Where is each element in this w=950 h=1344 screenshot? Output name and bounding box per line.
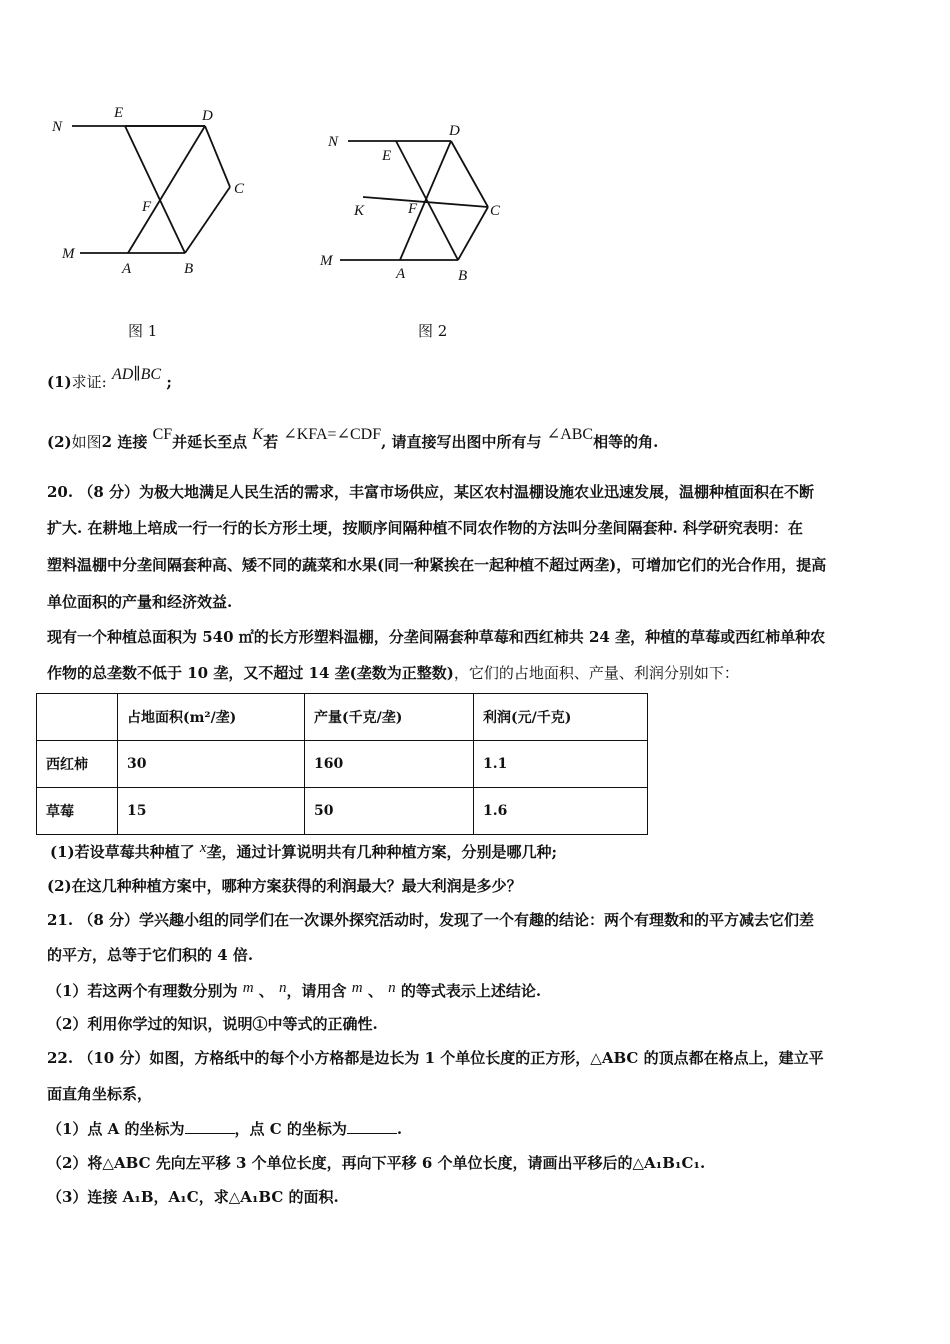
table-cell: 160 (305, 741, 474, 788)
q20-sub-1-a: (1)若设草莓共种植了 (50, 843, 195, 861)
q21-line-1: 21. （8 分）学兴趣小组的同学们在一次课外探究活动时，发现了一个有趣的结论：两个有理数和的平方减去它们差 (47, 911, 814, 929)
q20-line-6 (47, 663, 739, 683)
label-k: K (354, 203, 365, 219)
q20-line-6-bold: 作物的总垄数不低于 10 垄，又不超过 14 垄(垄数为正整数) (47, 664, 454, 682)
label-c: C (234, 181, 245, 197)
label-b: B (184, 261, 194, 277)
label-f: F (142, 199, 152, 215)
q19-part2 (47, 426, 659, 453)
q19-p2-abc: ∠ABC (546, 426, 594, 443)
q22-sub-1-c: . (396, 1120, 403, 1138)
q21-sub-2: （2）利用你学过的知识，说明①中等式的正确性. (47, 1015, 378, 1033)
q19-p2-prefix: (2) (47, 433, 72, 451)
line-cb (185, 187, 230, 253)
q19-p2-cf: CF (152, 426, 173, 443)
table-cell: 15 (118, 788, 305, 835)
q21-sub-1-sep: 、 (258, 982, 274, 1000)
q21-sub-1-m: m (242, 980, 254, 996)
q21-line-2: 的平方，总等于它们积的 4 倍. (47, 946, 254, 964)
q21-sub-1-n: n (279, 980, 287, 996)
q22-sub-2: （2）将△ABC 先向左平移 3 个单位长度，再向下平移 6 个单位长度，请画出平移后的△A₁B₁C₁. (47, 1154, 706, 1172)
q19-p1-suffix: ; (166, 373, 172, 391)
q22-line-1: 22. （10 分）如图，方格纸中的每个小方格都是边长为 1 个单位长度的正方形，△ABC 的顶点都在格点上，建立平 (47, 1049, 824, 1067)
label-e: E (382, 148, 392, 164)
q19-p2-angle: ∠KFA=∠CDF (283, 426, 382, 443)
label-m: M (320, 253, 333, 269)
label-e: E (114, 105, 124, 121)
label-f: F (408, 201, 418, 217)
label-n: N (52, 119, 63, 135)
answer-blank-c[interactable] (347, 1119, 397, 1134)
q22-sub-1-b: ，点 C 的坐标为 (234, 1120, 347, 1138)
q19-p2-text-f: 相等的角. (593, 433, 659, 451)
q19-p2-text-e: , 请直接写出图中所有与 (381, 433, 542, 451)
table-header-cell: 占地面积(m²/垄) (118, 694, 305, 741)
label-n: N (328, 134, 339, 150)
line-eb (125, 126, 185, 253)
q20-sub-2: (2)在这几种种植方案中，哪种方案获得的利润最大？最大利润是多少？ (47, 877, 522, 895)
q19-p2-text-c: 并延长至点 (172, 433, 248, 451)
q20-sub-1 (50, 842, 557, 863)
line-dc (205, 126, 230, 187)
q20-line-1: 20. （8 分）为极大地满足人民生活的需求，丰富市场供应，某区农村温棚设施农业迅速发展，温棚种植面积在不断 (47, 483, 814, 501)
label-m: M (62, 246, 75, 262)
label-d: D (202, 108, 213, 124)
figure-1-caption: 图 1 (128, 322, 158, 340)
q19-p1-math: AD∥BC (111, 366, 162, 383)
q22-sub-3: （3）连接 A₁B，A₁C，求△A₁BC 的面积. (47, 1188, 339, 1206)
q20-sub-1-x: x (199, 840, 207, 856)
q19-p2-text-b: 2 连接 (101, 433, 148, 451)
label-a: A (396, 266, 406, 282)
table-cell: 30 (118, 741, 305, 788)
q21-sub-1-b: ，请用含 (286, 982, 347, 1000)
line-cb (458, 207, 488, 260)
q19-p1-prefix: (1) (47, 373, 72, 391)
q19-p2-text-a: 如图 (71, 433, 102, 451)
q19-p1-text: 求证: (71, 373, 107, 391)
q20-sub-1-b: 垄，通过计算说明共有几种种植方案，分别是哪几种; (206, 843, 558, 861)
q20-line-2: 扩大. 在耕地上培成一行一行的长方形土埂，按顺序间隔种植不同农作物的方法叫分垄间隔套种. 科学研究表明：在 (47, 519, 803, 537)
label-b: B (458, 268, 468, 284)
table-header-cell: 利润(元/千克) (474, 694, 648, 741)
q22-sub-1-a: （1）点 A 的坐标为 (47, 1120, 185, 1138)
table-cell: 1.6 (474, 788, 648, 835)
table-cell: 西红柿 (37, 741, 118, 788)
q20-line-5: 现有一个种植总面积为 540 ㎡的长方形塑料温棚，分垄间隔套种草莓和西红柿共 24 垄，种植的草莓或西红柿单种农 (47, 628, 826, 646)
answer-blank-a[interactable] (185, 1119, 235, 1134)
q21-sub-1-c: 的等式表示上述结论. (400, 982, 542, 1000)
table-cell: 1.1 (474, 741, 648, 788)
table-row (37, 788, 648, 835)
figure-2-caption: 图 2 (418, 322, 448, 340)
line-dc (451, 141, 488, 207)
table-row (37, 741, 648, 788)
q21-sub-1 (47, 981, 541, 1002)
q19-part1 (47, 366, 172, 393)
q20-line-6-light: ，它们的占地面积、产量、利润分别如下： (453, 664, 739, 682)
q21-sub-1-n2: n (388, 980, 396, 996)
figure-2 (318, 115, 518, 295)
q20-line-4: 单位面积的产量和经济效益. (47, 593, 233, 611)
line-ad (128, 126, 205, 253)
table-header-row (37, 694, 648, 741)
q21-sub-1-m2: m (351, 980, 363, 996)
figure-1 (40, 95, 280, 295)
q21-sub-1-sep2: 、 (367, 982, 383, 1000)
crop-table (36, 693, 648, 835)
q19-p2-text-d: 若 (263, 433, 279, 451)
table-cell: 草莓 (37, 788, 118, 835)
table-header-cell: 产量(千克/垄) (305, 694, 474, 741)
q22-line-2: 面直角坐标系， (47, 1085, 153, 1103)
q22-sub-1 (47, 1119, 402, 1139)
q21-sub-1-a: （1）若这两个有理数分别为 (47, 982, 238, 1000)
label-a: A (122, 261, 132, 277)
q19-p2-k: K (252, 426, 264, 443)
label-c: C (490, 203, 501, 219)
label-d: D (449, 123, 460, 139)
table-header-cell (37, 694, 118, 741)
q20-line-3: 塑料温棚中分垄间隔套种高、矮不同的蔬菜和水果(同一种紧挨在一起种植不超过两垄)，可增加它们的光合作用，提高 (47, 556, 827, 574)
table-cell: 50 (305, 788, 474, 835)
